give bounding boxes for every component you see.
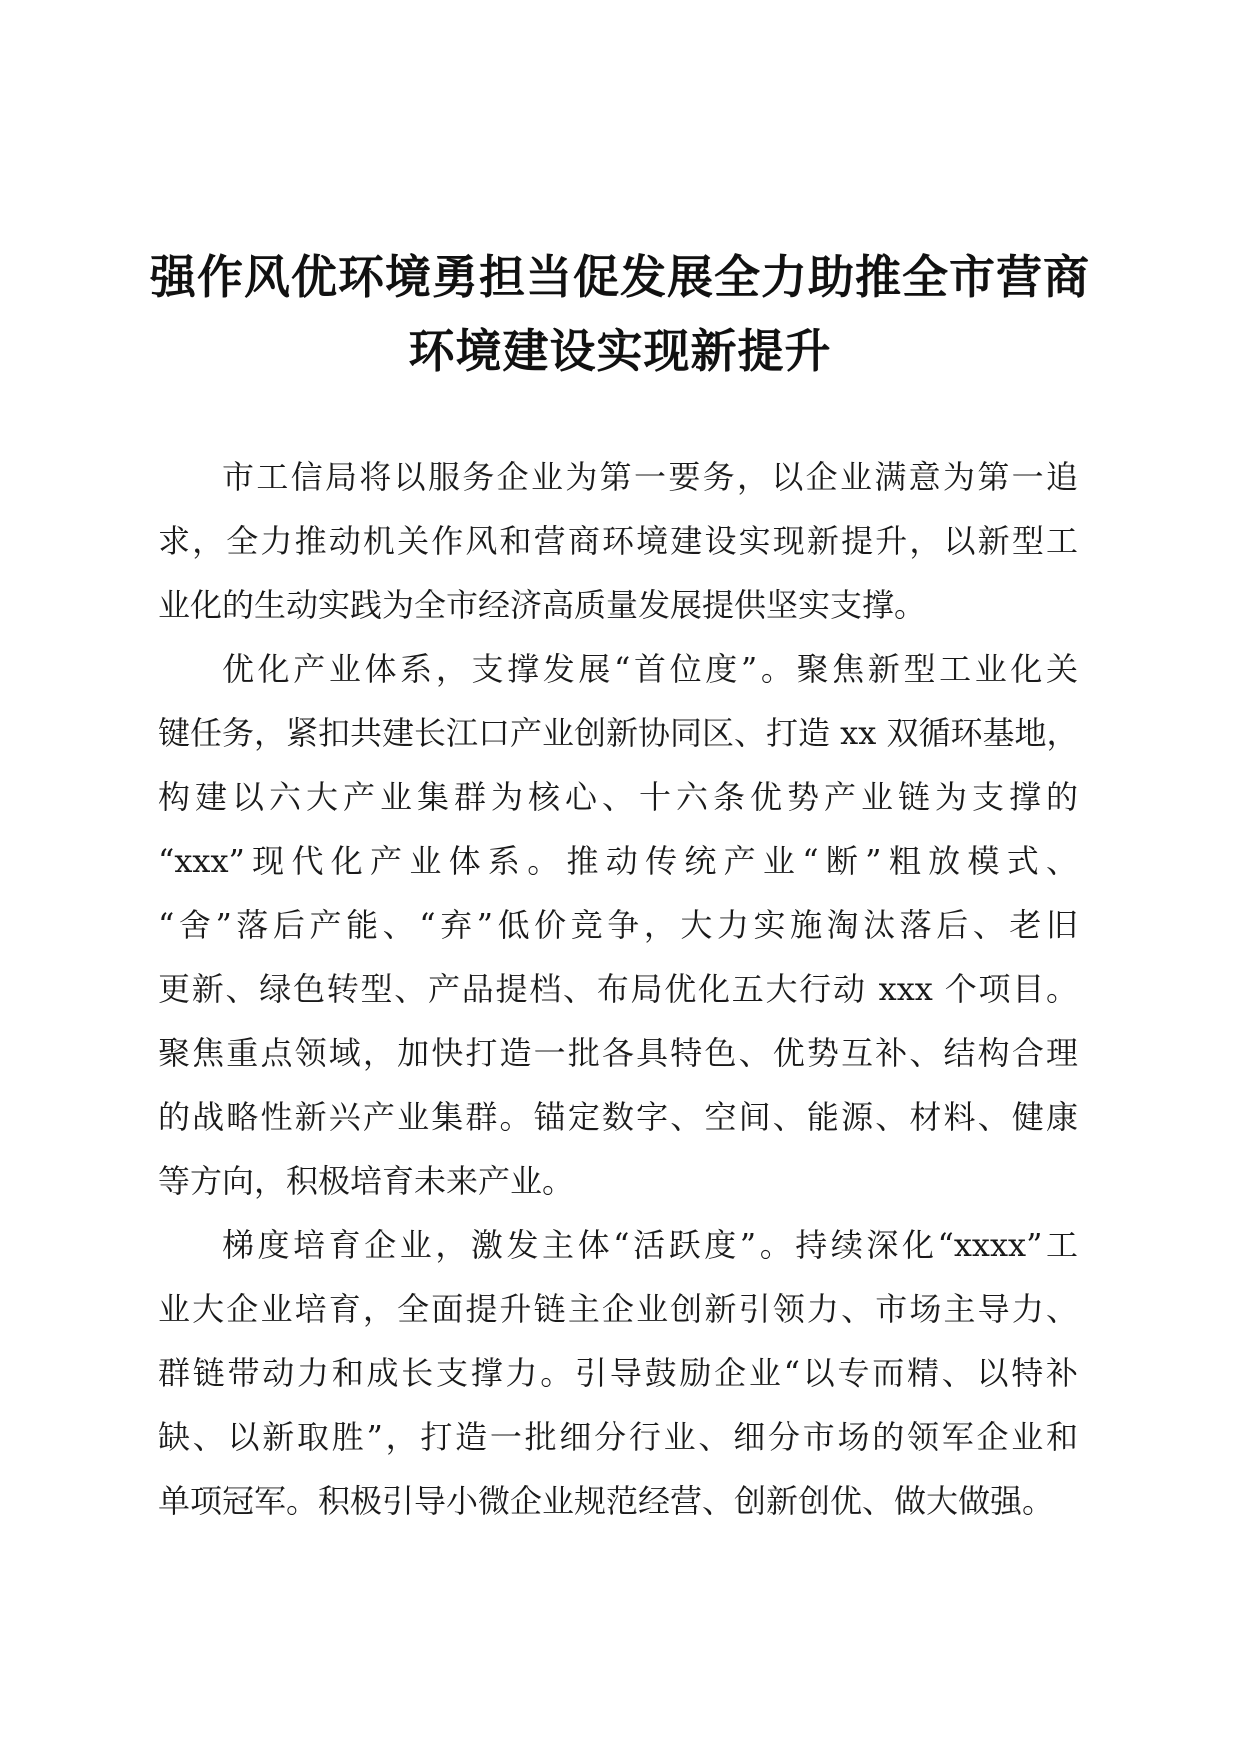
paragraph-line: 键任务，紧扣共建长江口产业创新协同区、打造 xx 双循环基地，	[158, 714, 1079, 752]
paragraph-line: 优化产业体系，支撑发展“首位度”。聚焦新型工业化关	[222, 650, 1078, 688]
paragraph-intro	[158, 445, 1078, 637]
paragraph-line: 梯度培育企业，激发主体“活跃度”。持续深化“xxxx”工	[222, 1226, 1078, 1264]
paragraph-line: 业大企业培育，全面提升链主企业创新引领力、市场主导力、	[158, 1290, 1078, 1328]
paragraph-line: 求，全力推动机关作风和营商环境建设实现新提升，以新型工	[158, 522, 1078, 560]
paragraph-line: 构建以六大产业集群为核心、十六条优势产业链为支撑的	[158, 778, 1078, 816]
document-title	[150, 240, 1090, 388]
document-body	[158, 445, 1078, 1533]
paragraph-line: 市工信局将以服务企业为第一要务，以企业满意为第一追	[222, 458, 1078, 496]
paragraph-industry-system	[158, 637, 1078, 1213]
paragraph-enterprise-cultivation	[158, 1213, 1078, 1533]
paragraph-line: “舍”落后产能、“弃”低价竞争，大力实施淘汰落后、老旧	[158, 906, 1078, 944]
paragraph-line: “xxx”现代化产业体系。推动传统产业“断”粗放模式、	[158, 842, 1078, 880]
paragraph-line: 缺、以新取胜”，打造一批细分行业、细分市场的领军企业和	[158, 1418, 1078, 1456]
title-line: 强作风优环境勇担当促发展全力助推全市营商	[150, 250, 1090, 304]
paragraph-line: 更新、绿色转型、产品提档、布局优化五大行动 xxx 个项目。	[158, 970, 1078, 1008]
paragraph-line: 的战略性新兴产业集群。锚定数字、空间、能源、材料、健康	[158, 1098, 1078, 1136]
paragraph-line: 等方向，积极培育未来产业。	[158, 1162, 575, 1200]
paragraph-line: 业化的生动实践为全市经济高质量发展提供坚实支撑。	[158, 586, 927, 624]
title-line: 环境建设实现新提升	[408, 324, 832, 378]
paragraph-line: 群链带动力和成长支撑力。引导鼓励企业“以专而精、以特补	[158, 1354, 1078, 1392]
paragraph-line: 聚焦重点领域，加快打造一批各具特色、优势互补、结构合理	[158, 1034, 1078, 1072]
paragraph-line: 单项冠军。积极引导小微企业规范经营、创新创优、做大做强。	[158, 1482, 1055, 1520]
